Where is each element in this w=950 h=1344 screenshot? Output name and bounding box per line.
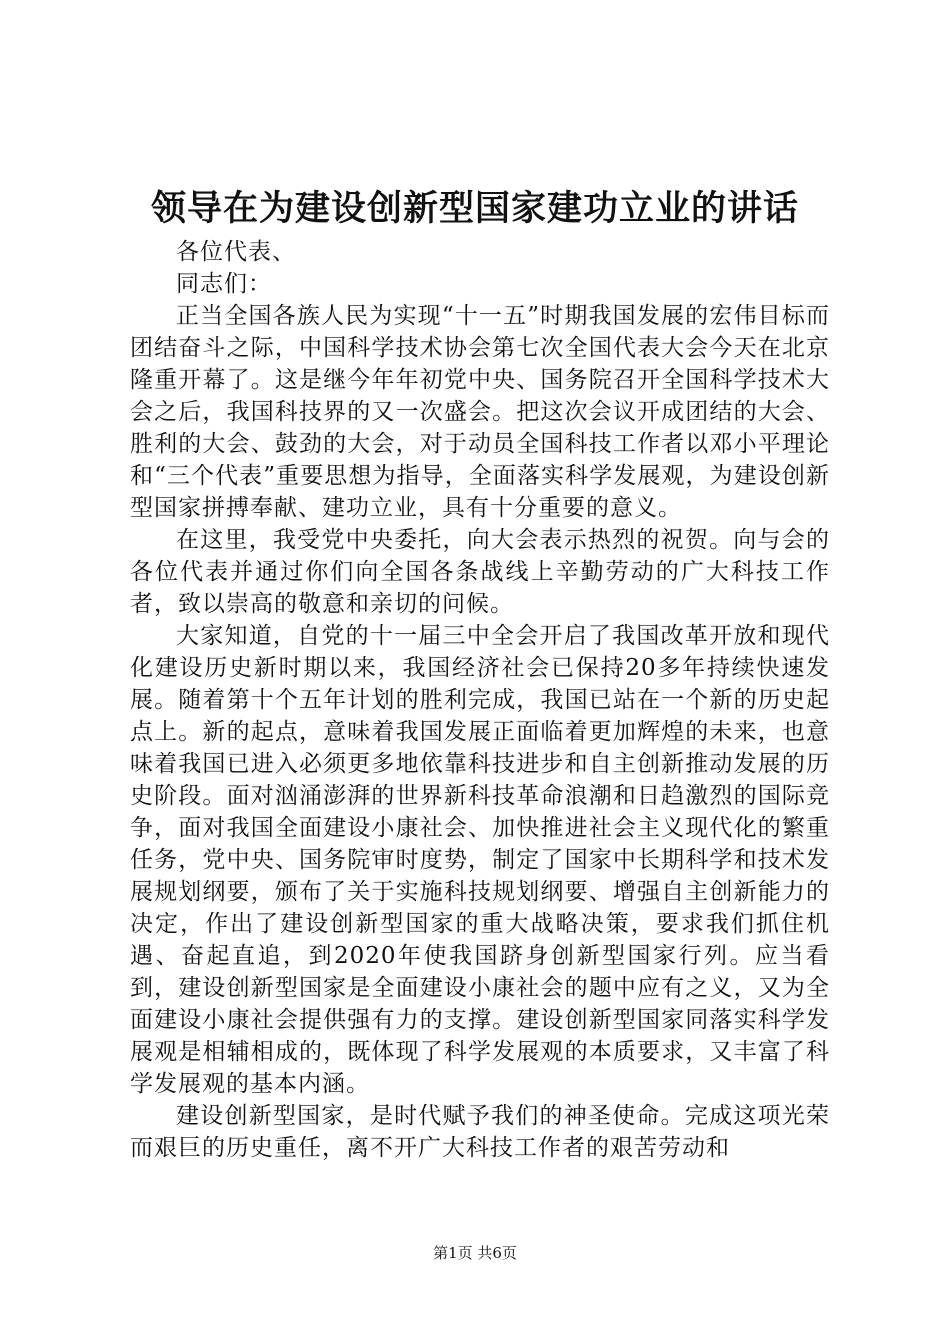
body-paragraph: 大家知道，自党的十一届三中全会开启了我国改革开放和现代化建设历史新时期以来，我国经济社会已保持20多年持续快速发展。随着第十个五年计划的胜利完成，我国已站在一个新的历史起点上。新的起点，意味着我国发展正面临着更加辉煌的未来，也意味着我国已进入必须更多地依靠科技进步和自主创新推动发展的历史阶段。面对汹涌澎湃的世界新科技革命浪潮和日趋激烈的国际竞争，面对我国全面建设小康社会、加快推进社会主义现代化的繁重任务，党中央、国务院审时度势，制定了国家中长期科学和技术发展规划纲要，颁布了关于实施科技规划纲要、增强自主创新能力的决定，作出了建设创新型国家的重大战略决策，要求我们抓住机遇、奋起直追，到2020年使我国跻身创新型国家行列。应当看到，建设创新型国家是全面建设小康社会的题中应有之义，又为全面建设小康社会提供强有力的支撑。建设创新型国家同落实科学发展观是相辅相成的，既体现了科学发展观的本质要求，又丰富了科学发展观的基本内涵。: [130, 623, 830, 1097]
page-number-footer: 第1页 共6页: [433, 1244, 517, 1262]
salutation-line: 同志们：: [176, 271, 272, 297]
document-title: 领导在为建设创新型国家建功立业的讲话: [150, 188, 799, 229]
document-body: [130, 236, 830, 1164]
body-paragraph: 在这里，我受党中央委托，向大会表示热烈的祝贺。向与会的各位代表并通过你们向全国各条战线上辛勤劳动的广大科技工作者，致以崇高的敬意和亲切的问候。: [130, 527, 830, 617]
body-paragraph: 正当全国各族人民为实现“十一五”时期我国发展的宏伟目标而团结奋斗之际，中国科学技术协会第七次全国代表大会今天在北京隆重开幕了。这是继今年年初党中央、国务院召开全国科学技术大会之后，我国科技界的又一次盛会。把这次会议开成团结的大会、胜利的大会、鼓劲的大会，对于动员全国科技工作者以邓小平理论和“三个代表”重要思想为指导，全面落实科学发展观，为建设创新型国家拼搏奉献、建功立业，具有十分重要的意义。: [130, 303, 830, 521]
salutation-line: 各位代表、: [176, 239, 296, 265]
body-paragraph: 建设创新型国家，是时代赋予我们的神圣使命。完成这项光荣而艰巨的历史重任，离不开广大科技工作者的艰苦劳动和: [130, 1103, 830, 1161]
